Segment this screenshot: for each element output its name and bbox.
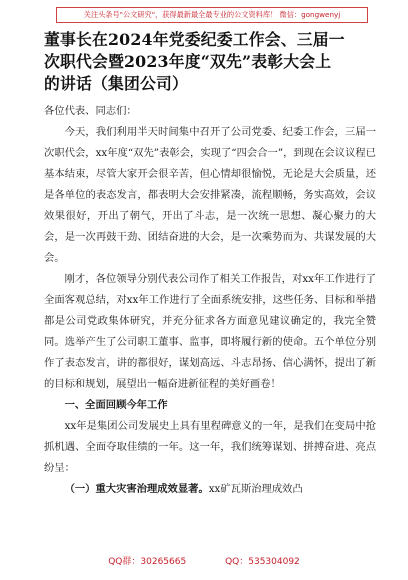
section-heading: 一、全面回顾今年工作 bbox=[64, 399, 168, 411]
paragraph-1: 今天，我们利用半天时间集中召开了公司党委、纪委工作会，三届一次职代会，xx年度“双先”表彰会，实现了“四会合一”，到现在会议议程已基本结束，尽管大家开会很辛苦，但心情却很愉悦，无论是大会质量，还是各单位的表态发言，都表明大会安排紧凑，流程顺畅，务实高效，会议效果很好，开出了朝气，开出了斗志，是一次统一思想、凝心聚力的大会，是一次再鼓干劲、团结奋进的大会，是一次乘势而为、共谋发展的大会。 bbox=[44, 126, 376, 264]
title-line-2: 次职代会暨2023年度“双先”表彰大会上 bbox=[44, 52, 332, 71]
footer-qq-group: QQ群：30265665 bbox=[108, 557, 187, 567]
subsection-heading: （一）重大灾害治理成效显著。 bbox=[64, 483, 209, 495]
subsection-line bbox=[44, 479, 376, 500]
footer-qq: QQ：535304092 bbox=[225, 557, 300, 567]
document-body bbox=[44, 101, 376, 500]
document-title bbox=[44, 29, 374, 95]
paragraph-3: xx年是集团公司发展史上具有里程碑意义的一年，是我们在变局中抢抓机遇、全面夺取佳绩的一年。这一年，我们统筹谋划、拼搏奋进、亮点纷呈： bbox=[44, 420, 376, 474]
salutation: 各位代表、同志们： bbox=[44, 105, 137, 117]
promo-banner: 关注头条号"公文研究"，获得最新最全最专业的公文资料库！ 微信：gongwenyj bbox=[56, 7, 368, 23]
title-line-1: 董事长在2024年党委纪委工作会、三届一 bbox=[44, 30, 345, 49]
subsection-text: xx矿瓦斯治理成效凸 bbox=[208, 483, 303, 495]
title-line-3: 的讲话（集团公司） bbox=[44, 74, 188, 93]
page-footer bbox=[0, 554, 408, 567]
paragraph-2: 刚才，各位领导分别代表公司作了相关工作报告，对xx年工作进行了全面客观总结，对xx年工作进行了全面系统安排，这些任务、目标和举措都是公司党政集体研究，并充分征求各方面意见建议确定的，我完全赞同。选举产生了公司职工董事、监事，即将履行新的使命。五个单位分别作了表态发言，讲的都很好，谋划高远、斗志昂扬、信心满怀，提出了新的目标和规划，展望出一幅奋进新征程的美好画卷！ bbox=[44, 273, 376, 390]
